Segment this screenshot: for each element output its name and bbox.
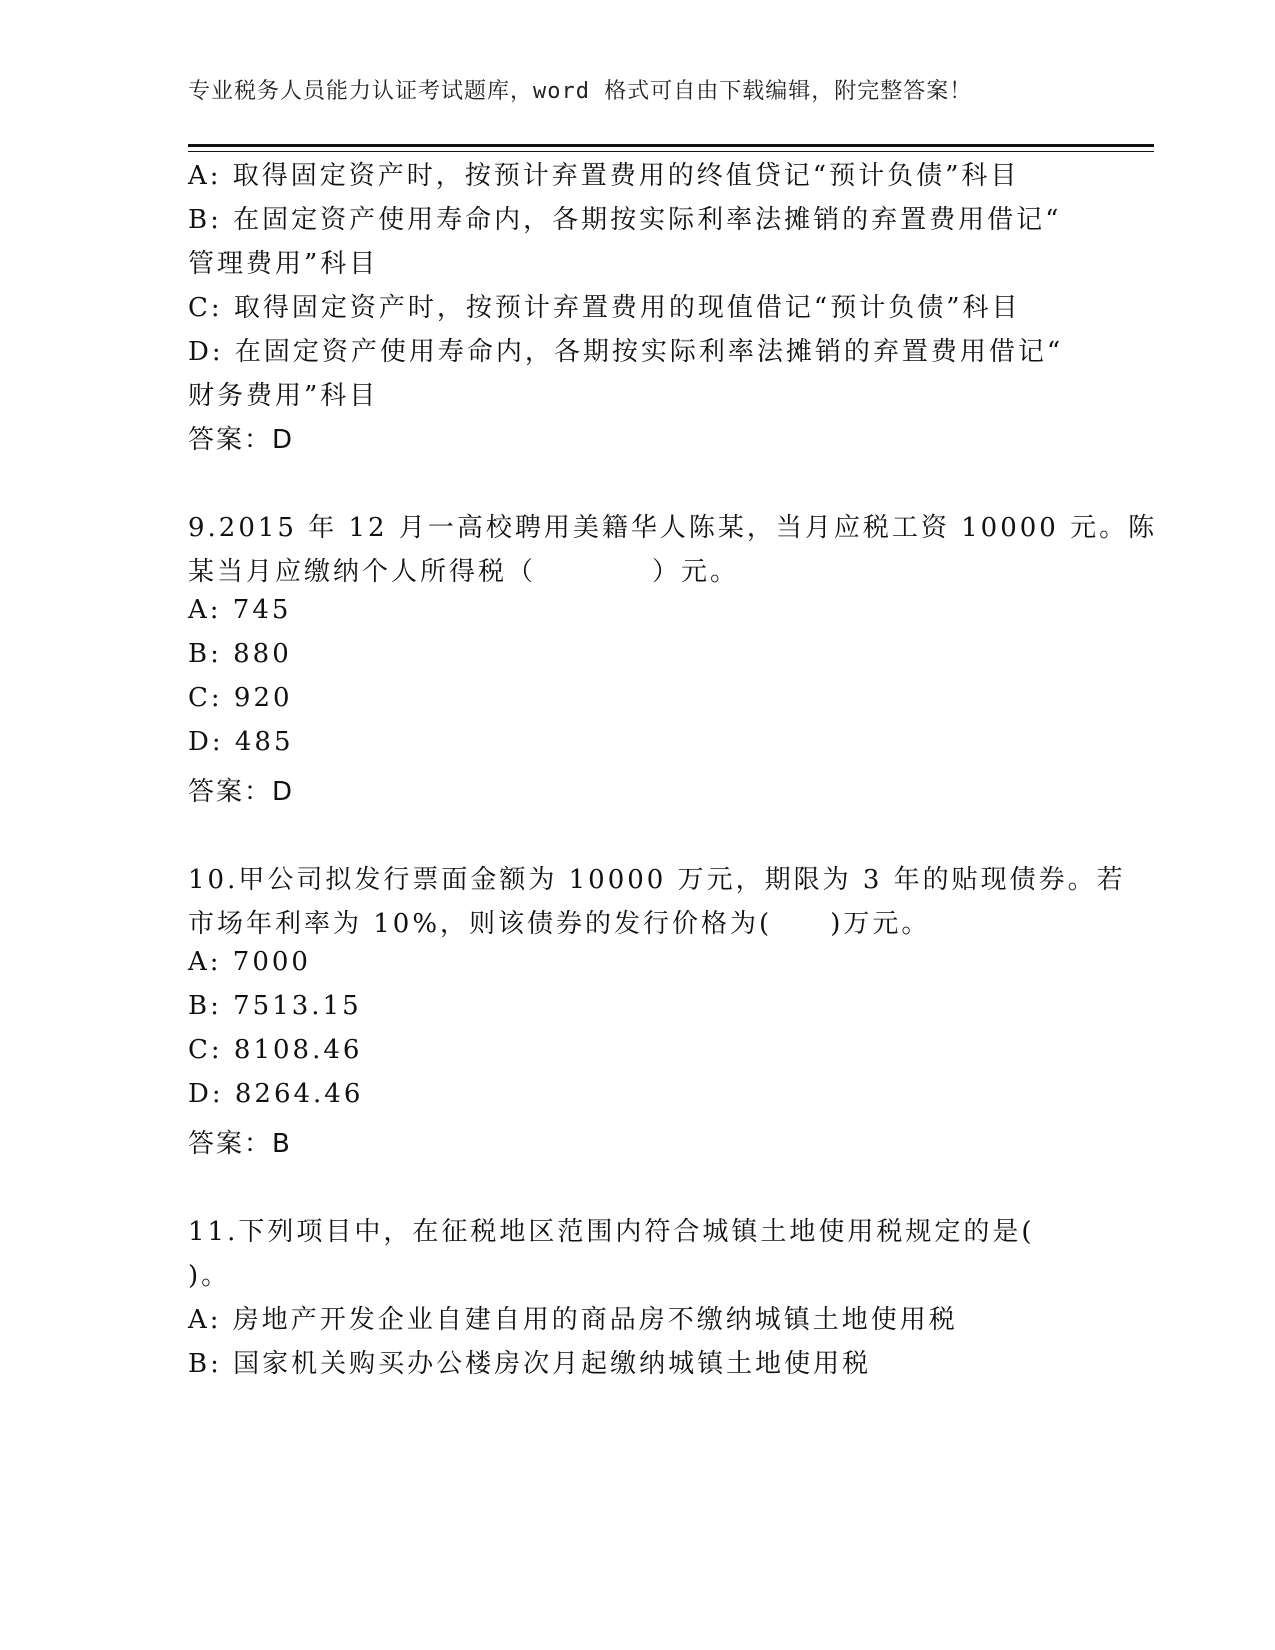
header-rule-thick	[188, 144, 1154, 147]
q8-option-d-line1: D: 在固定资产使用寿命内，各期按实际利率法摊销的弃置费用借记“	[188, 337, 1064, 367]
q11-stem-line1: 11.下列项目中，在征税地区范围内符合城镇土地使用税规定的是(	[188, 1217, 1035, 1247]
q8-option-b-line2: 管理费用”科目	[188, 249, 379, 279]
q8-option-d-line2: 财务费用”科目	[188, 381, 379, 411]
q10-option-a: A: 7000	[188, 947, 311, 977]
q9-option-d: D: 485	[188, 727, 294, 757]
q11-option-b: B: 国家机关购买办公楼房次月起缴纳城镇土地使用税	[188, 1349, 872, 1379]
q9-option-a: A: 745	[188, 595, 292, 625]
header-rule-thin	[188, 151, 1154, 152]
q9-stem-line2: 某当月应缴纳个人所得税（ ）元。	[188, 557, 740, 587]
q11-stem-line2: )。	[188, 1261, 231, 1291]
q10-stem-line2: 市场年利率为 10%，则该债券的发行价格为( )万元。	[188, 909, 931, 939]
q10-option-b: B: 7513.15	[188, 991, 362, 1021]
q10-answer: 答案：B	[188, 1129, 292, 1159]
q10-option-c: C: 8108.46	[188, 1035, 363, 1065]
page-header: 专业税务人员能力认证考试题库，word 格式可自由下载编辑，附完整答案！	[188, 79, 973, 104]
q8-option-a: A: 取得固定资产时，按预计弃置费用的终值贷记“预计负债”科目	[188, 161, 1020, 191]
q10-option-d: D: 8264.46	[188, 1079, 364, 1109]
q11-option-a: A: 房地产开发企业自建自用的商品房不缴纳城镇土地使用税	[188, 1305, 958, 1335]
q10-stem-line1: 10.甲公司拟发行票面金额为 10000 万元，期限为 3 年的贴现债券。若	[188, 865, 1126, 895]
q9-answer: 答案：D	[188, 777, 295, 807]
q9-option-c: C: 920	[188, 683, 293, 713]
q9-stem-line1: 9.2015 年 12 月一高校聘用美籍华人陈某，当月应税工资 10000 元。陈	[188, 513, 1158, 543]
q9-option-b: B: 880	[188, 639, 292, 669]
q8-answer: 答案：D	[188, 425, 295, 455]
q8-option-b-line1: B: 在固定资产使用寿命内，各期按实际利率法摊销的弃置费用借记“	[188, 205, 1062, 235]
q8-option-c: C: 取得固定资产时，按预计弃置费用的现值借记“预计负债”科目	[188, 293, 1021, 323]
